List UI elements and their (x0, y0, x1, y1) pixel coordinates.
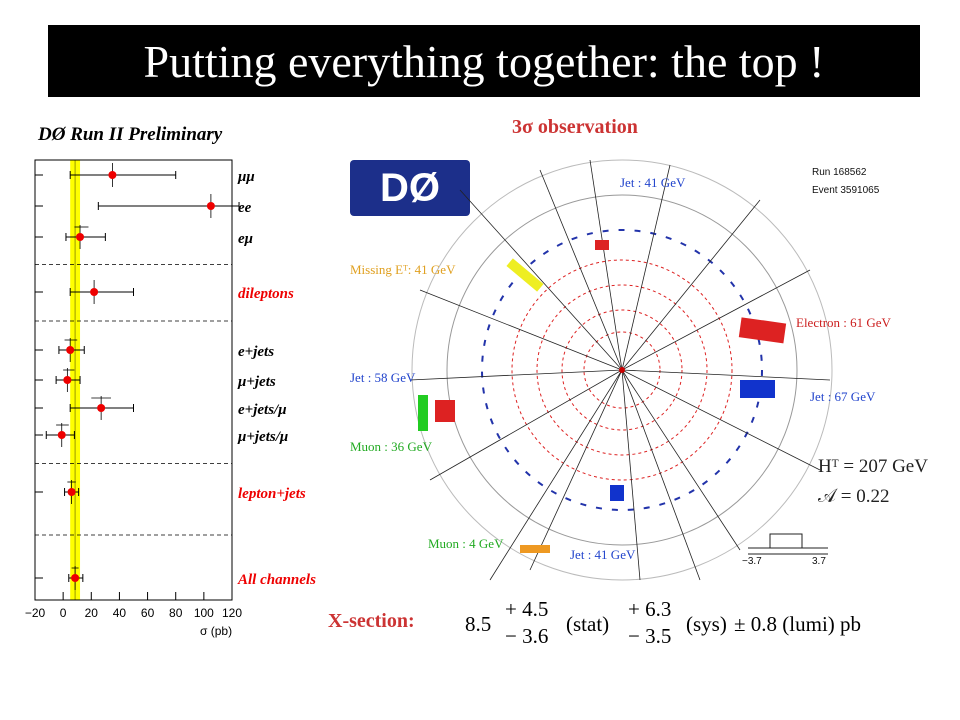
data-point (207, 202, 215, 210)
event-label-met: Missing Eᵀ: 41 GeV (350, 262, 456, 277)
electron-deposit (739, 317, 786, 343)
slide-title: Putting everything together: the top ! (48, 25, 920, 97)
event-label-jet-right: Jet : 67 GeV (810, 389, 876, 404)
channel-label: lepton+jets (238, 486, 306, 502)
event-label-muon-bottom: Muon : 4 GeV (428, 536, 504, 551)
stat-label: (stat) (566, 612, 610, 636)
ht-value: Hᵀ = 207 GeV (818, 456, 928, 477)
data-point (97, 404, 105, 412)
channel-label: μ+jets (238, 374, 276, 390)
sys-down: − 3.5 (628, 624, 672, 648)
sys-up: + 6.3 (628, 597, 672, 621)
data-point (76, 233, 84, 241)
jet-deposit-top (595, 240, 609, 250)
jet-deposit-bottom (610, 485, 624, 501)
data-point (58, 431, 66, 439)
event-label-muon-left: Muon : 36 GeV (350, 439, 432, 454)
data-point (63, 376, 71, 384)
channel-label: All channels (238, 572, 316, 588)
plot-title: DØ Run II Preliminary (38, 124, 223, 145)
muon-deposit-left (418, 395, 428, 431)
x-tick-label: 120 (221, 606, 243, 620)
lumi-text: ± 0.8 (lumi) pb (734, 612, 862, 636)
x-tick-label: 80 (169, 606, 183, 620)
observation-label: 3σ observation (512, 116, 638, 138)
data-point (108, 171, 116, 179)
event-label-jet-top: Jet : 41 GeV (620, 175, 686, 190)
channel-label: ee (238, 200, 252, 216)
met-arrow (506, 258, 543, 291)
cross-section-plot (0, 140, 340, 640)
channel-label: μ+jets/μ (238, 429, 289, 445)
x-axis-label: σ (pb) (200, 624, 233, 638)
event-label-jet-bottom: Jet : 41 GeV (570, 547, 636, 562)
data-point (71, 574, 79, 582)
x-tick-label: 100 (193, 606, 214, 620)
muon-deposit-bottom (520, 545, 550, 553)
interaction-point (619, 367, 625, 373)
channel-label: μμ (238, 169, 255, 185)
jet-deposit-left (435, 400, 455, 422)
event-label-electron: Electron : 61 GeV (796, 315, 891, 330)
data-point (68, 488, 76, 496)
event-label-jet-left: Jet : 58 GeV (350, 370, 416, 385)
d0-logo: DØ (350, 160, 470, 216)
event-display (340, 150, 940, 590)
channel-label: e+jets/μ (238, 402, 287, 418)
event-number: Event 3591065 (812, 185, 880, 196)
x-tick-label: 40 (112, 606, 127, 620)
stat-down: − 3.6 (505, 624, 549, 648)
channel-label: e+jets (238, 344, 275, 360)
sys-label: (sys) (686, 612, 727, 636)
x-tick-label: 60 (140, 606, 155, 620)
xsection-value: 8.5 (465, 612, 492, 636)
data-point (66, 346, 74, 354)
xsection-label: X-section: (328, 610, 415, 632)
run-number: Run 168562 (812, 167, 867, 178)
x-tick-label: −20 (24, 606, 46, 620)
x-tick-label: 20 (84, 606, 98, 620)
jet-deposit-right (740, 380, 775, 398)
scale-right-label: 3.7 (812, 556, 826, 567)
stat-up: + 4.5 (505, 597, 549, 621)
data-point (90, 288, 98, 296)
channel-label: dileptons (238, 286, 294, 302)
x-tick-label: 0 (59, 606, 67, 620)
channel-label: eμ (238, 231, 253, 247)
scale-left-label: −3.7 (742, 556, 762, 567)
aplanarity-value: 𝒜 = 0.22 (818, 486, 890, 507)
